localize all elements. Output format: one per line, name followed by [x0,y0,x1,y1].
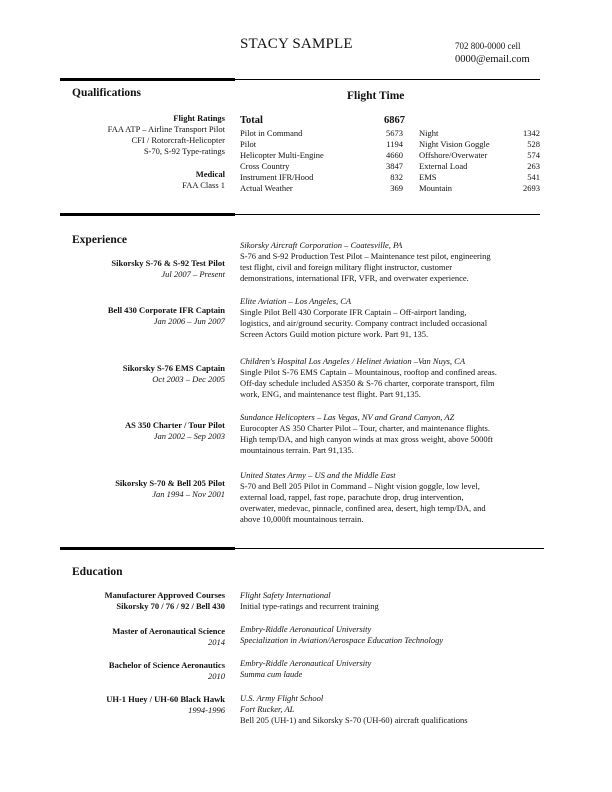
edu-1-left [60,590,225,612]
job-employer: Sikorsky Aircraft Corporation – Coatesville, PA [240,240,403,250]
qualifications-block [60,113,225,191]
qualifications-title: Qualifications [72,87,142,99]
edu-2-right [240,624,540,646]
edu-year: 1994-1996 [188,705,225,715]
job-role: AS 350 Charter / Tour Pilot [124,420,225,430]
flight-row-value: 4660 [386,150,403,160]
job-desc-line: Screen Actors Guild motion picture work. Part 91, 135. [240,329,429,339]
edu-4-right [240,693,540,726]
flight-row-label: Pilot in Command [240,128,303,138]
flight-row [240,161,403,172]
flight-row [240,172,403,183]
edu-program: Master of Aeronautical Science [112,626,225,636]
job-employer: Sundance Helicopters – Las Vegas, NV and Grand Canyon, AZ [240,412,455,422]
job-desc-line: High temp/DA, and high canyon winds at max gross weight, above 5000ft [240,434,493,444]
edu-program: UH-1 Huey / UH-60 Black Hawk [106,694,225,704]
job-desc-line: S-76 and S-92 Production Test Pilot – Maintenance test pilot, engineering [240,251,491,261]
job-desc-line: Off-day schedule included AS350 & S-76 charter, corporate transport, film [240,378,495,388]
job-desc-line: overwater, medevac, pinnacle, confined area, desert, high temp/DA, and [240,503,486,513]
flight-row-value: 5673 [386,128,403,138]
flight-row [240,183,403,194]
flight-row [419,150,540,161]
flight-row-label: Pilot [240,139,257,149]
job-desc-line: Single Pilot S-76 EMS Captain – Mountainous, rooftop and confined areas. [240,367,497,377]
flight-row [240,139,403,150]
job-desc-line: Eurocopter AS 350 Charter Pilot – Tour, charter, and maintenance flights. [240,423,490,433]
job-role: Sikorsky S-76 EMS Captain [122,363,225,373]
flight-row-value: 263 [527,161,540,171]
flight-row-label: Instrument IFR/Hood [240,172,314,182]
flight-total-value: 6867 [384,115,405,126]
job-2-left [60,305,225,327]
rating-line: CFI / Rotorcraft-Helicopter [131,135,225,145]
edu-detail: Initial type-ratings and recurrent training [240,601,379,611]
job-role: Sikorsky S-70 & Bell 205 Pilot [115,478,225,488]
job-desc-line: logistics, and air/ground security. Company contract included occasional [240,318,488,328]
job-employer: United States Army – US and the Middle East [240,470,396,480]
edu-school: Flight Safety International [240,590,331,600]
email: 0000@email.com [455,54,530,65]
job-role: Bell 430 Corporate IFR Captain [107,305,225,315]
medical-heading: Medical [195,169,225,179]
job-desc-line: mountainous terrain. Part 91,135. [240,445,354,455]
edu-program: Bachelor of Science Aeronautics [108,660,225,670]
job-desc-line: Single Pilot Bell 430 Corporate IFR Captain – Off-airport landing, [240,307,467,317]
flight-row-label: Cross Country [240,161,290,171]
flight-row-value: 541 [527,172,540,182]
flight-row-value: 574 [527,150,540,160]
flight-time-right-column [419,128,540,194]
experience-title: Experience [72,234,127,246]
flight-row [419,161,540,172]
flight-row [240,128,403,139]
flight-row-label: External Load [419,161,468,171]
flight-row-value: 528 [527,139,540,149]
edu-program: Sikorsky 70 / 76 / 92 / Bell 430 [116,601,225,611]
contact-info [455,40,530,66]
edu-3-left [60,660,225,682]
job-3-left [60,363,225,385]
edu-year: 2010 [208,671,225,681]
rating-line: FAA ATP – Airline Transport Pilot [107,124,225,134]
job-desc-line: work, ENG, and maintenance test flight. Part 91,135. [240,389,421,399]
job-4-left [60,420,225,442]
flight-row [419,128,540,139]
flight-time-left-column [240,128,403,194]
flight-total-label: Total [240,115,263,126]
flight-row [419,139,540,150]
job-dates: Jan 1994 – Nov 2001 [152,489,225,499]
candidate-name: STACY SAMPLE [240,36,353,52]
flight-row [240,150,403,161]
flight-row-label: Night Vision Goggle [419,139,490,149]
rating-line: S-70, S-92 Type-ratings [143,146,225,156]
flight-time-title: Flight Time [347,90,405,102]
job-role: Sikorsky S-76 & S-92 Test Pilot [111,258,225,268]
edu-school: Embry-Riddle Aeronautical University [240,624,372,634]
job-desc-line: test flight, civil and foreign military flight instructor, customer [240,262,453,272]
flight-row-value: 369 [390,183,403,193]
flight-row-value: 1342 [523,128,540,138]
edu-4-left [60,694,225,716]
ratings-heading: Flight Ratings [173,113,225,123]
medical-line: FAA Class 1 [182,180,225,190]
flight-row [419,172,540,183]
edu-1-right [240,590,540,612]
flight-total-row [240,115,405,126]
flight-row-value: 1194 [386,139,403,149]
flight-row-label: Night [419,128,439,138]
flight-row-label: Helicopter Multi-Engine [240,150,324,160]
edu-school: Embry-Riddle Aeronautical University [240,658,372,668]
job-desc-line: above 10,000ft mountainous terrain. [240,514,364,524]
job-5-left [60,478,225,500]
flight-row-label: Mountain [419,183,453,193]
job-5-right [240,470,540,525]
edu-detail: Bell 205 (UH-1) and Sikorsky S-70 (UH-60) aircraft qualifications [240,715,468,725]
edu-2-left [60,626,225,648]
flight-row-value: 832 [390,172,403,182]
job-dates: Jul 2007 – Present [161,269,225,279]
flight-row-value: 2693 [523,183,540,193]
job-desc-line: S-70 and Bell 205 Pilot in Command – Night vision goggle, low level, [240,481,480,491]
phone: 702 800-0000 cell [455,41,521,51]
edu-program: Manufacturer Approved Courses [104,590,225,600]
flight-row-label: Offshore/Overwater [419,150,488,160]
job-3-right [240,356,540,400]
flight-row [419,183,540,194]
job-4-right [240,412,540,456]
job-employer: Elite Aviation – Los Angeles, CA [240,296,352,306]
job-1-left [60,258,225,280]
job-employer: Children's Hospital Los Angeles / Helinet Aviation –Van Nuys, CA [240,356,466,366]
education-title: Education [72,566,123,578]
job-1-right [240,240,540,284]
edu-detail: Summa cum laude [240,669,303,679]
flight-row-label: EMS [419,172,437,182]
edu-3-right [240,658,540,680]
edu-detail: Specialization in Aviation/Aerospace Education Technology [240,635,444,645]
job-dates: Jan 2006 – Jun 2007 [153,316,225,326]
flight-row-label: Actual Weather [240,183,293,193]
job-desc-line: external load, rappel, fast rope, parachute drop, drug intervention, [240,492,464,502]
job-dates: Oct 2003 – Dec 2005 [152,374,225,384]
job-dates: Jan 2002 – Sep 2003 [153,431,225,441]
edu-location: Fort Rucker, AL [240,704,295,714]
edu-school: U.S. Army Flight School [240,693,324,703]
job-2-right [240,296,540,340]
flight-row-value: 3847 [386,161,403,171]
job-desc-line: demonstrations, international IFR, VFR, and overwater experience. [240,273,469,283]
edu-year: 2014 [208,637,225,647]
